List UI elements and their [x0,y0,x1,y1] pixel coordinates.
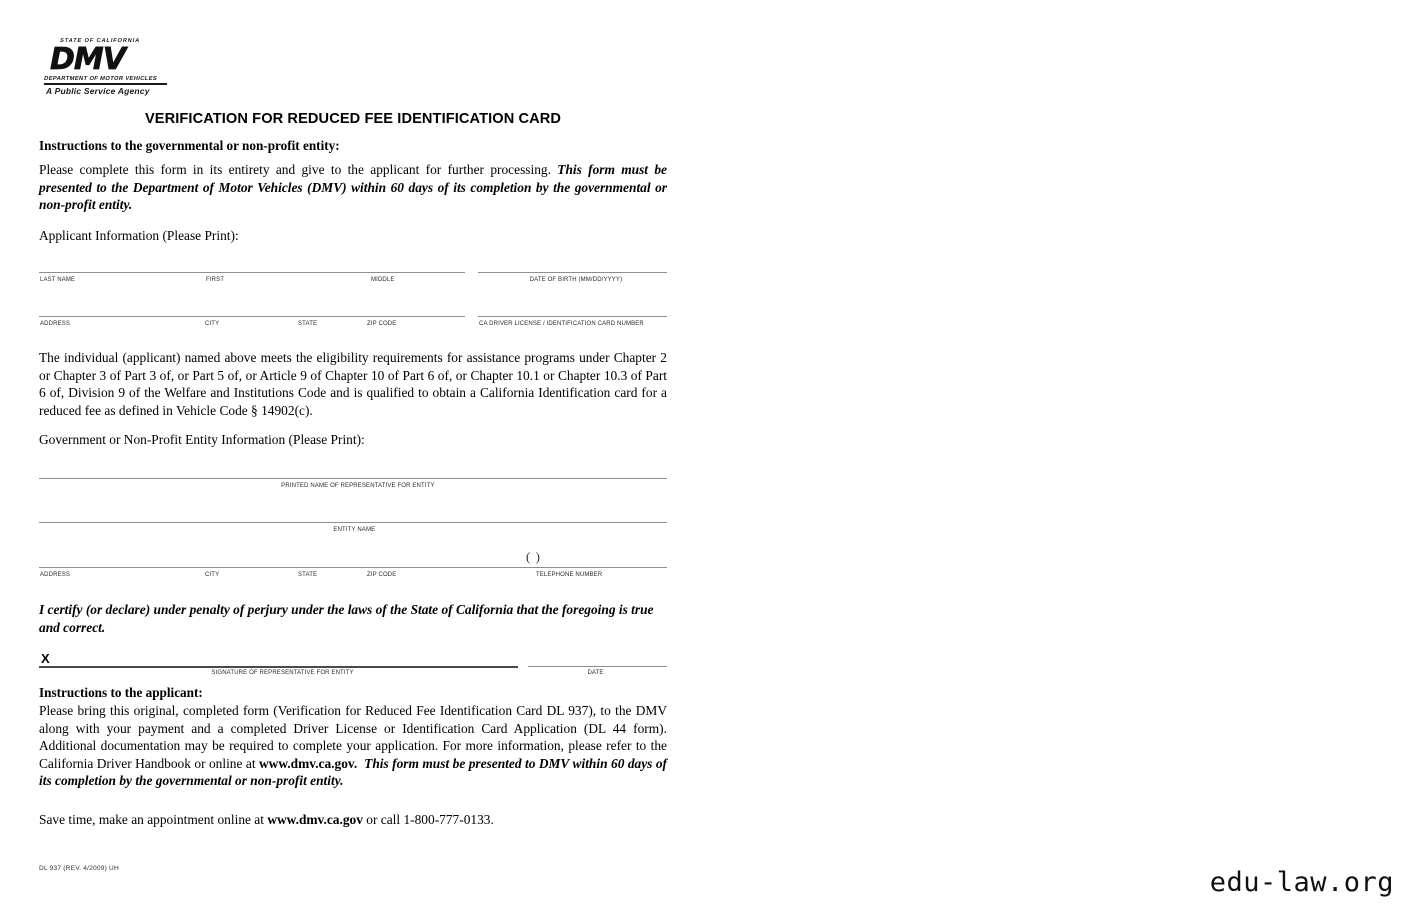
middle-name-label: MIDDLE [371,276,395,283]
entity-address-label: ADDRESS [40,571,71,578]
last-name-label: LAST NAME [40,276,76,283]
logo-wordmark: DMV [50,42,125,77]
entity-city-label: CITY [205,571,220,578]
signature-label: SIGNATURE OF REPRESENTATIVE FOR ENTITY [211,669,354,676]
form-revision-code: DL 937 (REV. 4/2009) UH [39,865,119,872]
representative-name-input[interactable] [39,478,667,479]
applicant-instructions-emphasis: This form must be presented to DMV within 60 days of its completion by the governmental or non-profit entity. [39,755,667,789]
entity-instructions-body [39,161,667,214]
logo-tagline: A Public Service Agency [46,86,150,96]
entity-section-heading: Government or Non-Profit Entity Information (Please Print): [39,432,365,447]
entity-instructions-emphasis-text: This form must be presented to the Department of Motor Vehicles (DMV) within 60 days of its completion by the governmental or non-profit entity. [39,162,667,213]
logo-department-line: DEPARTMENT OF MOTOR VEHICLES [43,76,158,82]
entity-instructions-heading: Instructions to the governmental or non-profit entity: [39,138,340,153]
appointment-website-link[interactable]: www.dmv.ca.gov [267,812,363,827]
date-of-birth-label: DATE OF BIRTH (MM/DD/YYYY) [529,276,623,283]
signature-x-mark: X [41,651,50,666]
applicant-instructions-heading: Instructions to the applicant: [39,685,203,700]
entity-zip-label: ZIP CODE [367,571,397,578]
appointment-note-prefix: Save time, make an appointment online at [39,812,268,827]
signature-date-label: DATE [587,669,604,676]
appointment-note [39,811,667,829]
applicant-address-input[interactable] [39,316,465,317]
entity-address-input[interactable] [39,567,667,568]
telephone-number-label: TELEPHONE NUMBER [535,571,603,578]
entity-state-label: STATE [298,571,318,578]
representative-name-label: PRINTED NAME OF REPRESENTATIVE FOR ENTITY [281,482,435,489]
entity-instructions-normal-text: Please complete this form in its entirety and give to the applicant for further processing. [39,162,558,177]
logo-state-line: STATE OF CALIFORNIA [59,38,141,44]
eligibility-paragraph: The individual (applicant) named above meets the eligibility requirements for assistance programs under Chapter 2 or Chapter 3 of Part 3 of, or Part 5 of, or Article 9 of Chapter 10 of Part 6 of, or Chapter 10.1 or Chapter 10.3 of Part 6 of, Division 9 of the Welfare and Institutions Code and is qualified to obtain a California Identification card for a reduced fee as defined in Vehicle Code § 14902(c). [39,350,667,418]
applicant-address-label: ADDRESS [40,320,71,327]
dl-id-number-input[interactable] [478,316,667,317]
applicant-city-label: CITY [205,320,220,327]
date-of-birth-input[interactable] [478,272,667,273]
first-name-label: FIRST [206,276,225,283]
dl-id-number-label: CA DRIVER LICENSE / IDENTIFICATION CARD NUMBER [479,320,644,327]
applicant-section-heading: Applicant Information (Please Print): [39,228,239,243]
logo-divider-bar [44,83,167,85]
telephone-area-code-marks: ( ) [526,549,541,564]
entity-name-input[interactable] [39,522,667,523]
last-name-input[interactable] [39,272,465,273]
dmv-logo [44,38,169,96]
signature-date-input[interactable] [528,666,667,667]
appointment-note-suffix: or call 1-800-777-0133. [362,812,494,827]
applicant-instructions-body [39,702,667,790]
entity-name-label: ENTITY NAME [333,526,376,533]
applicant-instructions-text: Please bring this original, completed form (Verification for Reduced Fee Identification Card DL 937), to the DMV along with your payment and a completed Driver License or Identification Card Application (DL 44 form). Additional documentation may be required to complete your application. For more information, please refer to the California Driver Handbook or online at [39,703,667,771]
page-title: VERIFICATION FOR REDUCED FEE IDENTIFICATION CARD [144,111,562,127]
signature-input[interactable] [39,666,518,668]
applicant-state-label: STATE [298,320,318,327]
certification-statement: I certify (or declare) under penalty of perjury under the laws of the State of California that the foregoing is true and correct. [39,602,654,635]
applicant-zip-label: ZIP CODE [367,320,397,327]
dmv-website-link[interactable]: www.dmv.ca.gov. [259,755,358,771]
site-watermark: edu-law.org [1209,867,1394,898]
